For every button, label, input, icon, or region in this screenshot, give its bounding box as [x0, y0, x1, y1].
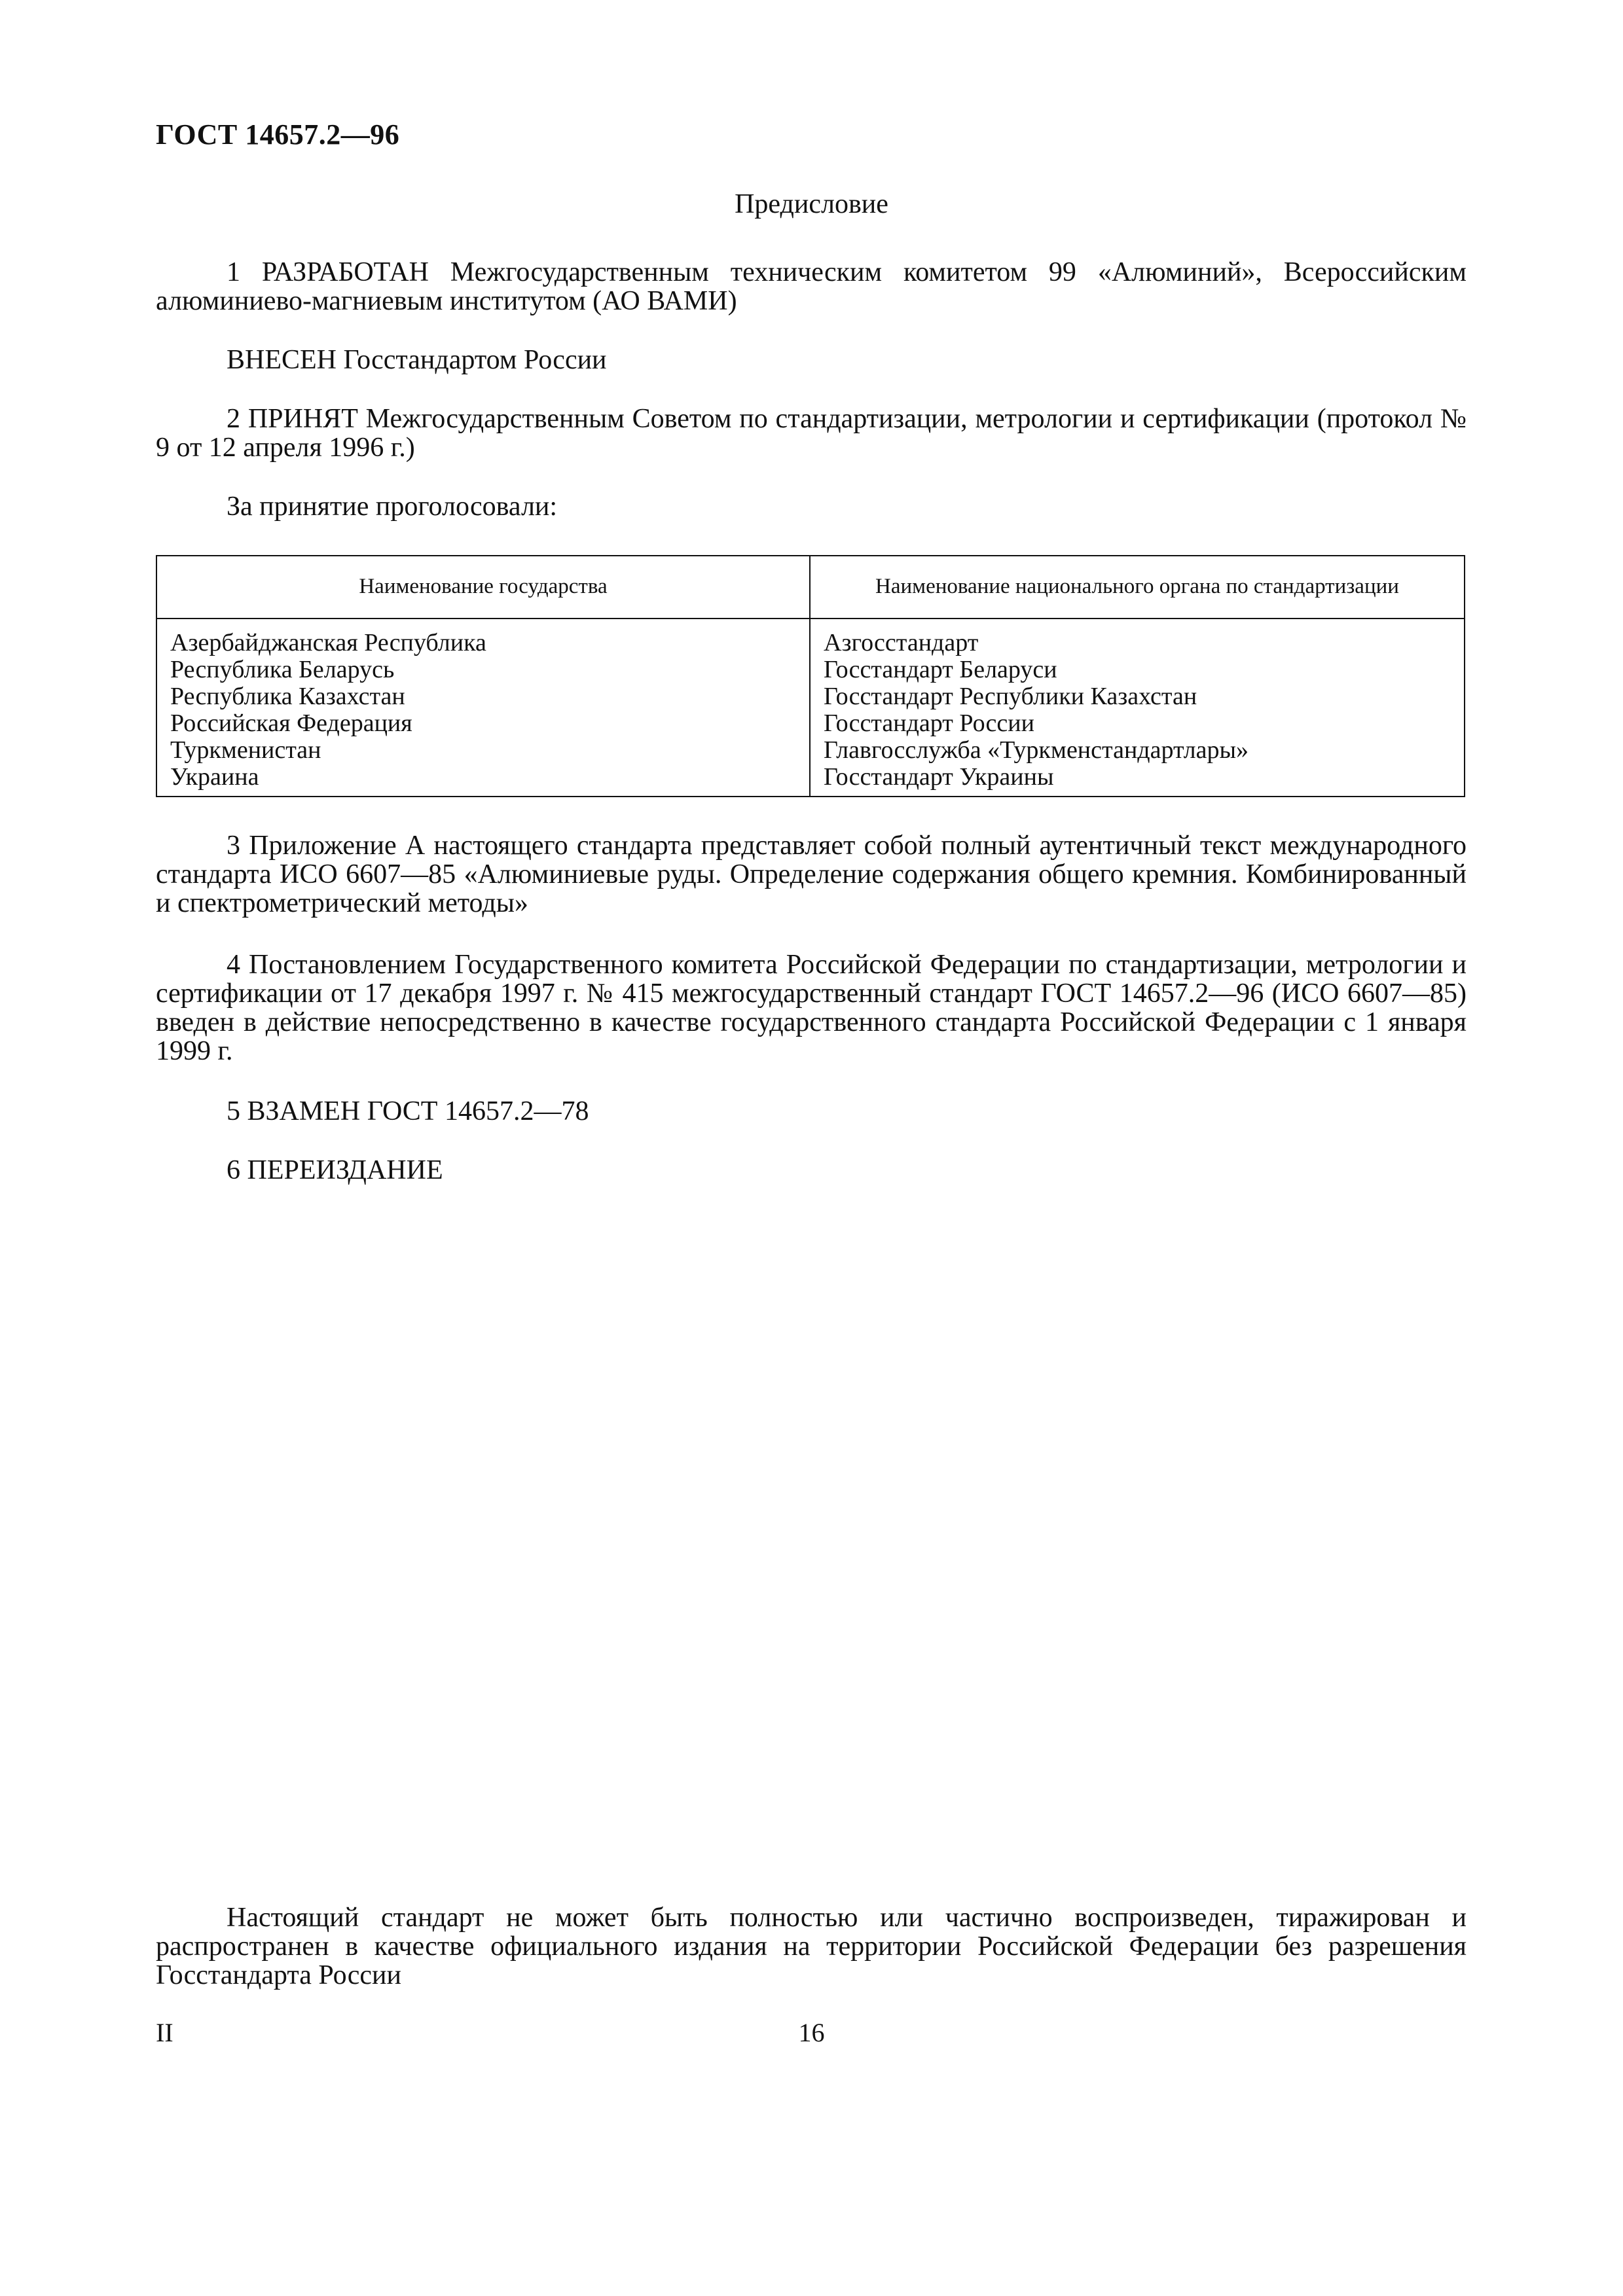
- paragraph-reissue: 6 ПЕРЕИЗДАНИЕ: [227, 1155, 443, 1185]
- table-cell: Госстандарт Украины: [824, 763, 1054, 791]
- table-cell: Украина: [170, 763, 259, 791]
- voting-table: [156, 555, 1465, 797]
- paragraph-voted-for: За принятие проголосовали:: [227, 492, 558, 522]
- table-cell: Госстандарт Беларуси: [824, 656, 1057, 683]
- table-column-states: [170, 630, 486, 791]
- table-cell: Республика Беларусь: [170, 656, 395, 683]
- document-code: ГОСТ 14657.2—96: [156, 118, 400, 151]
- page-number: 16: [798, 2018, 825, 2047]
- table-cell: Госстандарт Республики Казахстан: [824, 683, 1197, 710]
- table-header-divider: [157, 618, 1464, 619]
- table-cell: Госстандарт России: [824, 709, 1034, 737]
- table-column-bodies: [824, 630, 1249, 791]
- table-cell: Российская Федерация: [170, 709, 412, 737]
- table-cell: Главгосслужба «Туркменстандартлары»: [824, 736, 1249, 764]
- roman-page-number: II: [156, 2018, 173, 2047]
- paragraph-annex: 3 Приложение А настоящего стандарта представляет собой полный аутентичный текст международного стандарта ИСО 6607—85 «Алюминиевые руды. Определение содержания общего кремния. Комбинированный и спектрометрический методы»: [156, 831, 1467, 918]
- table-header-state: Наименование государства: [359, 575, 608, 598]
- table-cell: Республика Казахстан: [170, 683, 405, 710]
- paragraph-adopted-by: 2 ПРИНЯТ Межгосударственным Советом по стандартизации, метрологии и сертификации (протокол № 9 от 12 апреля 1996 г.): [156, 404, 1467, 463]
- table-cell: Азербайджанская Республика: [170, 629, 486, 656]
- table-cell: Азгосстандарт: [824, 629, 979, 656]
- paragraph-developed-by: 1 РАЗРАБОТАН Межгосударственным техническим комитетом 99 «Алюминий», Всероссийским алюминиево-магниевым институтом (АО ВАМИ): [156, 257, 1467, 316]
- table-header-standards-body: Наименование национального органа по стандартизации: [875, 575, 1399, 598]
- paragraph-resolution: 4 Постановлением Государственного комитета Российской Федерации по стандартизации, метрологии и сертификации от 17 декабря 1997 г. № 415 межгосударственный стандарт ГОСТ 14657.2—96 (ИСО 6607—85) введен в действие непосредственно в качестве государственного стандарта Российской Федерации с 1 января 1999 г.: [156, 950, 1467, 1066]
- copyright-note: Настоящий стандарт не может быть полностью или частично воспроизведен, тиражирован и распространен в качестве официального издания на территории Российской Федерации без разрешения Госстандарта России: [156, 1903, 1467, 1990]
- paragraph-replaces: 5 ВЗАМЕН ГОСТ 14657.2—78: [227, 1096, 589, 1126]
- table-cell: Туркменистан: [170, 736, 321, 764]
- paragraph-introduced-by: ВНЕСЕН Госстандартом России: [227, 345, 607, 375]
- section-heading: Предисловие: [735, 189, 888, 219]
